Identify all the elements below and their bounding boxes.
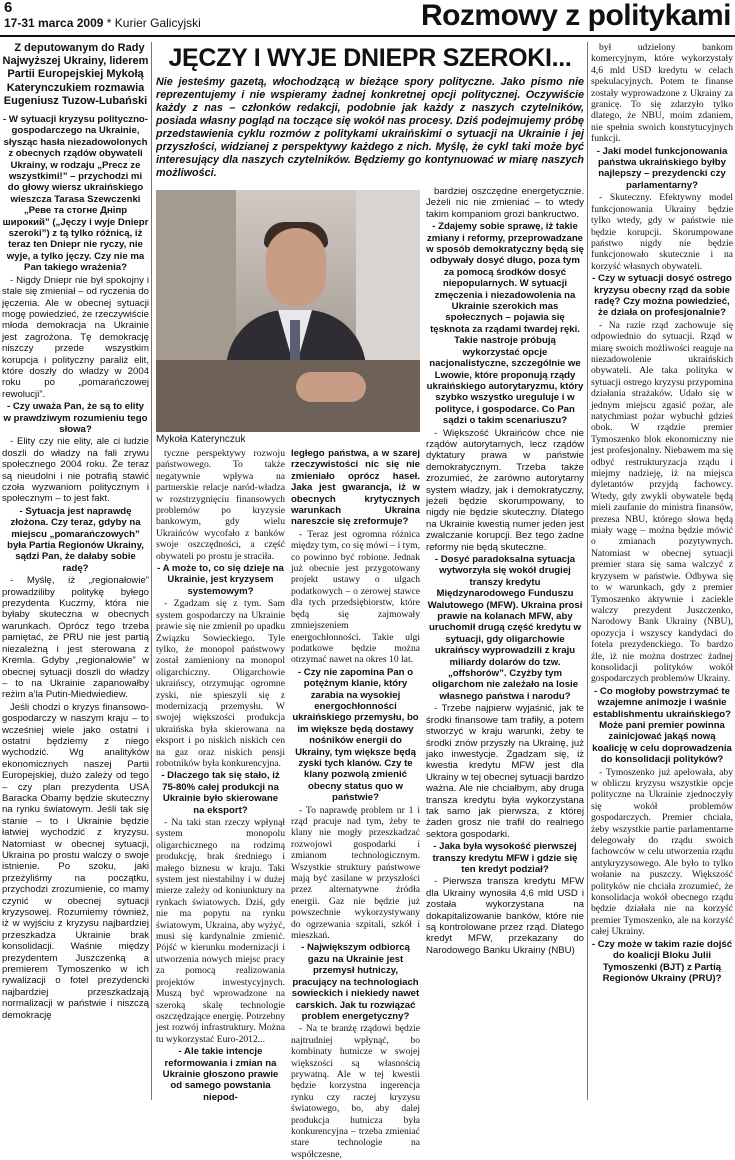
answer: - Skuteczny. Efektywny model funkcjonowania Ukrainy będzie tylko wtedy, gdy w państwie nie będzie korupcji. Skorumpowane państwo nigdy nie będzie funkcjonowało skutecznie i na korzyść własnych obywateli.	[591, 192, 733, 272]
question: ległego państwa, a w szarej rzeczywistości nic się nie zmieniało oprócz haseł. Jaka jest gwarancja, iż w obecnych krytycznych warunkach Ukraina nareszcie się zreformuje?	[291, 448, 420, 528]
answer: Jeśli chodzi o kryzys finansowo-gospodarczy w naszym kraju – to wcześniej wiele jako ostatni i ostatni będziemy z niego wychodzić. Wg analityków ekonomicznych naszej Partii Europejskiej, dużo zależy od tego – czy plan prezydenta USA Baracka Obamy będzie skuteczny na rynku światowym. Jeśli tak się stanie – to i Ukrainie będzie łatwiej wychodzić z kryzysu. Natomiast w obecnej sytuacji, Ukraina po prostu walczy o swoje istnienie. Po szoku, jaki przeżyliśmy na początku, przychodzi zrozumienie, co mamy czynić w obecnej sytuacji kryzysowej. Rozumiemy również, iż w wyjściu z kryzysu najbardziej przeszkadza Ukrainie brak konsolidacji. Waśnie między prezydentem Juszczenką a premierem Tymoszenko w ich rywalizacji o fotel prezydencki najbardziej przeszkadzają normalizacji w państwie i niszczą demokrację	[2, 701, 149, 1021]
column-5	[591, 42, 733, 1100]
answer: - Zgadzam się z tym. Sam system gospodarczy na Ukrainie prawie się nie zmienił po upadku Związku Sowieckiego. Tyle tylko, że monopol państwowy został zamieniony na monopol oligarchiczny. Oligarchowie ukraińscy, otrzymując ogromne zyski, nie spieszyli się z modernizacją przemysłu. W swojej większości produkcja ukraińska była skierowana na eksport i po niskich niskich cen na gaz oraz niskich pensji robotników była konkurencyjna.	[156, 598, 285, 769]
question: - Największym odbiorcą gazu na Ukrainie jest przemysł hutniczy, pracujący na technologiach sowieckich i niekiedy nawet carskich. Jak tu rozwiązać problem energetyczny?	[291, 942, 420, 1022]
column-1	[2, 42, 149, 1100]
answer: był udzielony bankom komercyjnym, które wykorzystały 4,6 mld USD kredytu w celach spekulacyjnych. Potem te finanse zostały wyprowadzone z Ukrainy za granicę. To się zdarzyło tylko dlatego, że NBU, moim zdaniem, nie spełnia swoich konstytucyjnych funkcji.	[591, 42, 733, 145]
column-2	[156, 448, 285, 1103]
question: - W sytuacji kryzysu polityczno-gospodarczego na Ukrainie, słysząc hasła niezadowolonych z obecnych rządów obywateli Ukrainy, w rodzaju „Precz ze wszystkimi!” – przychodzi mi do głowy wiersz ukraińskiego wieszcza Tarasa Szewczenki „Реве та стогне Дніпр широкий” („Jęczy i wyje Dniepr szeroki”) z tą tylko różnicą, iż teraz ten Dniepr nie ryczy, nie wyje, a tylko jęczy. Czy nie ma Pan takiego wrażenia?	[2, 114, 149, 274]
answer: - Nigdy Dniepr nie był spokojny i stale się zmieniał – od ryczenia do jęczenia. Ale w obecnej sytuacji mogę powiedzieć, że rzeczywiście młoda demokracja na Ukrainie jest zagrożona. Tę demokrację niszczy przede wszystkim korupcja i polityczny paraliż elit, które doszły do władzy w 2004 roku po „pomarańczowej rewolucji”.	[2, 274, 149, 400]
answer: - Myślę, iż „regionałowie” prowadziliby politykę byłego prezydenta Kuczmy, która nie byłaby skuteczna w obecnych warunkach. Oprócz tego trzeba pamiętać, że PRU nie jest partią niezależną i jest sterowana z Kremla. Gdyby „regionałowie” w obecnej sytuacji doszli do władzy – to na Ukrainie zapanowałby reżim a’la Putin-Miedwiediew.	[2, 575, 149, 701]
answer: - Większość Ukraińców chce nie rządów autorytarnych, lecz rządów dyktatury prawa w państwie demokratycznym. Trzeba także zrozumieć, że zarówno autorytarny system władzy, jak i demokratyczny, jeżeli będzie skorumpowany, to nigdy nie będzie skuteczny. Dlatego na Ukrainie kwestią numer jeden jest zwalczanie korupcji. Bez tego żadne reformy nie będą skuteczne.	[426, 427, 584, 553]
answer: - Elity czy nie elity, ale ci ludzie doszli do władzy na fali zrywu społecznego 2004 roku. Że teraz są nieudolni i nie potrafią stawić czoła wyzwaniom politycznym i społecznym – to jest fakt.	[2, 436, 149, 505]
article-lead: Nie jesteśmy gazetą, włochodzącą w bieżące spory polityczne. Jako pismo nie reprezentujemy i nie wspieramy żadnej konkretnej opcji politycznej. Oczywiście każdy z nas – członków redakcji, podobnie jak każdy z naszych czytelników, posiada własny pogląd na toczące się wokół nas procesy. Dziś podejmujemy próbę przedstawienia cyklu rozmów z politykami ukraińskimi o sytuacji na Ukrainie i jej przyszłości, widzianej z perspektywy każdego z nich. Myślę, że cykl taki może być interesujący dla naszych czytelników. Będziemy go kontynuować w miarę naszych możliwości.	[156, 76, 584, 179]
question: - Czy może w takim razie dojść do koalicji Bloku Julii Tymoszenki (BJT) z Partią Regionów Ukrainy (PRU)?	[591, 938, 733, 984]
question: - Jaki model funkcjonowania państwa ukraińskiego byłby najlepszy – prezydencki czy parlamentarny?	[596, 145, 728, 191]
question: - Zdajemy sobie sprawę, iż takie zmiany i reformy, przeprowadzane w sposób demokratyczny będą się odbywały dosyć długo, poza tym za pomocą środków dosyć niepopularnych. W sytuacji zmęczenia i niezadowolenia na Ukrainie szerokich mas społecznych – pojawia się tęsknota za rządami twardej ręki. Takie nastroje próbują wykorzystać opcje nacjonalistyczne, szczególnie we Lwowie, które proponują rządy ukraińskiego autorytaryzmu, który szybko wszystko ureguluje i w polityce, i gospodarce. Co Pan sądzi o takim scenariuszu?	[426, 221, 584, 427]
photo-caption: Mykoła Katerynczuk	[156, 434, 246, 445]
column-3	[291, 448, 420, 1160]
answer: tyczne perspektywy rozwoju państwowego. To także negatywnie wpływa na partnerskie relacje naród-władza w rozstrzygnięciu finansowych problemów po kryzysie bankowym, gdy wielu Ukraińców wycofało z banków swoje oszczędności, a część obywateli po prostu je straciła.	[156, 448, 285, 562]
article-title: JĘCZY I WYJE DNIEPR SZEROKI...	[168, 44, 572, 72]
issue-line	[4, 15, 304, 31]
question: - Sytuacja jest naprawdę złożona. Czy teraz, gdyby na miejscu „pomarańczowych” była Partia Regionów Ukrainy, sądzi Pan, że dałaby sobie radę?	[7, 505, 144, 574]
answer: - Pierwsza transza kredytu MFW dla Ukrainy wynosiła 4,6 mld USD i została wykorzystana na dokapitalizowanie banków, które nie są kontrolowane przez rząd. Dlatego kredyt MFW, przekazany do Narodowego Banku Ukrainy (NBU)	[426, 876, 584, 956]
page-number: 6	[4, 0, 13, 16]
answer: - Teraz jest ogromna różnica między tym, co się mówi – i tym, co powinno być robione. Jednak już obecnie jest przygotowany projekt ustawy o ulgach podatkowych – o zerowej stawce dla tych przedsiębiorstw, które będą się zajmowały zmniejszeniem energochłonności. Takie ulgi podatkowe będzie można otrzymać nawet na okres 10 lat.	[291, 528, 420, 666]
answer: bardziej oszczędne energetycznie. Jeżeli nic nie zmieniać – to wtedy takim kompaniom grozi bankructwo.	[426, 186, 584, 220]
answer: - Na razie rząd zachowuje się odpowiednio do sytuacji. Rząd w miarę swoich możliwości reaguje na niezadowolenie ukraińskich obywateli. Ale taka polityka w sytuacji ostrego kryzysu przypomina działania strażaków. Udało się w jednym miejscu zgasić pożar, ale natychmiast pożar wybuchł gdzieś obok. W rządzie premier Tymoszenko blok ekonomiczny nie jest profesjonalny. Niebawem ma się odbyć restrukturyzacja rządu i miejmy nadzieję, iż na miejsca dyletantów przyjdą fachowcy. Wtedy, gdy zwykli obywatele będą mieli zaufanie do ministra finansów, prezesa NBU, którego słowa będą miały wagę – można będzie mówić o zmianach pozytywnych. Natomiast w obecnej sytuacji premier stara się sama walczyć z kryzysem w państwie. Odbywa się to w warunkach, gdy z premier Tymoszenko aktywnie i zaciekle walczy prezydent Juszczenko, Narodowy Bank Ukrainy (NBU), opozycja i wszyscy kandydaci do fotela prezydenckiego. To bardzo źle, iż nie można dostrzec żadnej konsolidacji polityków wokół gospodarczych problemów Ukrainy.	[591, 319, 733, 685]
answer: - Na te branżę rządowi będzie najtrudniej wpłynąć, bo kombinaty hutnicze w swojej większości są własnością prywatną. Ale w tej kwestii będzie korzystna ingerencja rynku czy raczej kryzysu światowego, bo, aby dalej produkcja hutnicza była konkurencyjna – trzeba zmieniać stare technologie na współczesne,	[291, 1023, 420, 1160]
issue-date: 17-31 marca 2009	[4, 16, 104, 30]
question: - Czy uważa Pan, że są to elity w prawdziwym rozumieniu tego słowa?	[3, 401, 148, 435]
question: - Dlaczego tak się stało, iż 75-80% całej produkcji na Ukrainie było skierowane na eksport?	[161, 770, 280, 816]
newspaper-name: Kurier Galicyjski	[114, 16, 201, 30]
header-rule	[0, 35, 735, 37]
section-title: Rozmowy z politykami	[420, 0, 731, 32]
column-divider	[151, 42, 152, 1100]
column-4	[426, 186, 584, 1100]
question: - Ale takie intencje reformowania i zmian na Ukrainie głoszono prawie od samego powstania niepod-	[162, 1046, 279, 1103]
question: - Co mogłoby powstrzymać te wzajemne animozje i waśnie establishmentu ukraińskiego? Może pani premier powinna zainicjować jakąś nową koalicję w celu doprowadzenia do konsolidacji polityków?	[592, 685, 732, 766]
issue-separator: *	[103, 16, 115, 30]
answer: - Tymoszenko już apelowała, aby w obliczu kryzysu wszystkie opcje polityczne na Ukrainie zjednoczyły się wokół problemów gospodarczych. Premier chciała, żeby wszystkie partie parlamentarne delegowały do rządu swoich fachowców w celu utworzenia rządu antykryzysowego. Ale było to tylko wołanie na puszczy. Większość polityków nie chciała zrozumieć, że konsolidacja wokół obecnego rządu będzie działała nie na korzyść premier Tymoszenko, ale na korzyść całej Ukrainy.	[591, 766, 733, 938]
answer: - Na taki stan rzeczy wpłynął system monopolu oligarchicznego na rodzimą produkcję, brak średniego i małego biznesu w kraju. Taki system jest niestabilny i w dużej mierze zależy od koniunktury na rynkach światowych. Dziś, gdy nie ma popytu na rynku światowym, Ukraina, aby wyżyć, musi się kardynalnie zmienić. Pójść w kierunku modernizacji i utworzenia nowych miejsc pracy za pomocą realizowania projektów inwestycyjnych. Muszą być wprowadzone na szeroką skalę technologie oszczędzające energię. Potrzebny jest rozwój infrastruktury. Można tu wykorzystać Euro-2012...	[156, 817, 285, 1045]
interview-intro: Z deputowanym do Rady Najwyższej Ukrainy, liderem Partii Europejskiej Mykołą Katerynczukiem rozmawia Eugeniusz Tuzow-Lubański	[2, 42, 149, 107]
column-divider	[587, 42, 588, 1100]
question: - Jaka była wysokość pierwszej transzy kredytu MFW i gdzie się ten kredyt podział?	[432, 841, 578, 875]
question: - Dosyć paradoksalna sytuacja wytworzyła się wokół drugiej transzy kredytu Międzynarodowego Funduszu Walutowego (MFW). Ukraina prosi prawie na kolanach MFW, aby uruchomił drugą część kredytu w sytuacji, gdy oligarchowie ukraińscy wyprowadzili z kraju miliardy dolarów do tzw. „offshorów”. Czyżby tym oligarchom nie zależało na losie własnego państwa i narodu?	[427, 554, 583, 702]
answer: - To naprawdę problem nr 1 i rząd pracuje nad tym, żeby te klany nie mogły przeszkadzać rozwojowi gospodarki i zmianom technologicznym. Wszystkie struktury państwowe mają być zasilane w przyszłości przez alternatywne źródła energii. Gaz nie będzie już powszechnie wykorzystywany do ogrzewania szpitali, szkół i mieszkań.	[291, 804, 420, 942]
question: - A może to, co się dzieje na Ukrainie, jest kryzysem systemowym?	[157, 563, 284, 597]
portrait-photo	[156, 190, 420, 432]
answer: - Trzebe najpierw wyjaśnić, jak te środki finansowe tam trafiły, a potem stworzyć w kraju warunki, żeby te środki znów przyszły na Ukrainę, już jako inwestycje. Zgadzam się, iż kwestia kredytu MFW jest dla Ukrainy w tej obecnej sytuacji bardzo ważna. Ale nie chciałbym, aby druga transza kredytu była wykorzystana tak samo jak pierwsza, z której żaden grosz nie trafił do realnego sektora gospodarki.	[426, 703, 584, 840]
question: - Czy nie zapomina Pan o potężnym klanie, który zarabia na wysokiej energochłonności ukraińskiego przemysłu, bo im większe będą dostawy nośników energii do Ukrainy, tym większe będą zyski tych klanów. Czy te klany pozwolą zmienić obecny status quo w państwie?	[292, 666, 419, 804]
question: - Czy w sytuacji dosyć ostrego kryzysu obecny rząd da sobie radę? Czy można powiedzieć, że działa on profesjonalnie?	[592, 273, 732, 319]
masthead-left	[4, 0, 304, 31]
